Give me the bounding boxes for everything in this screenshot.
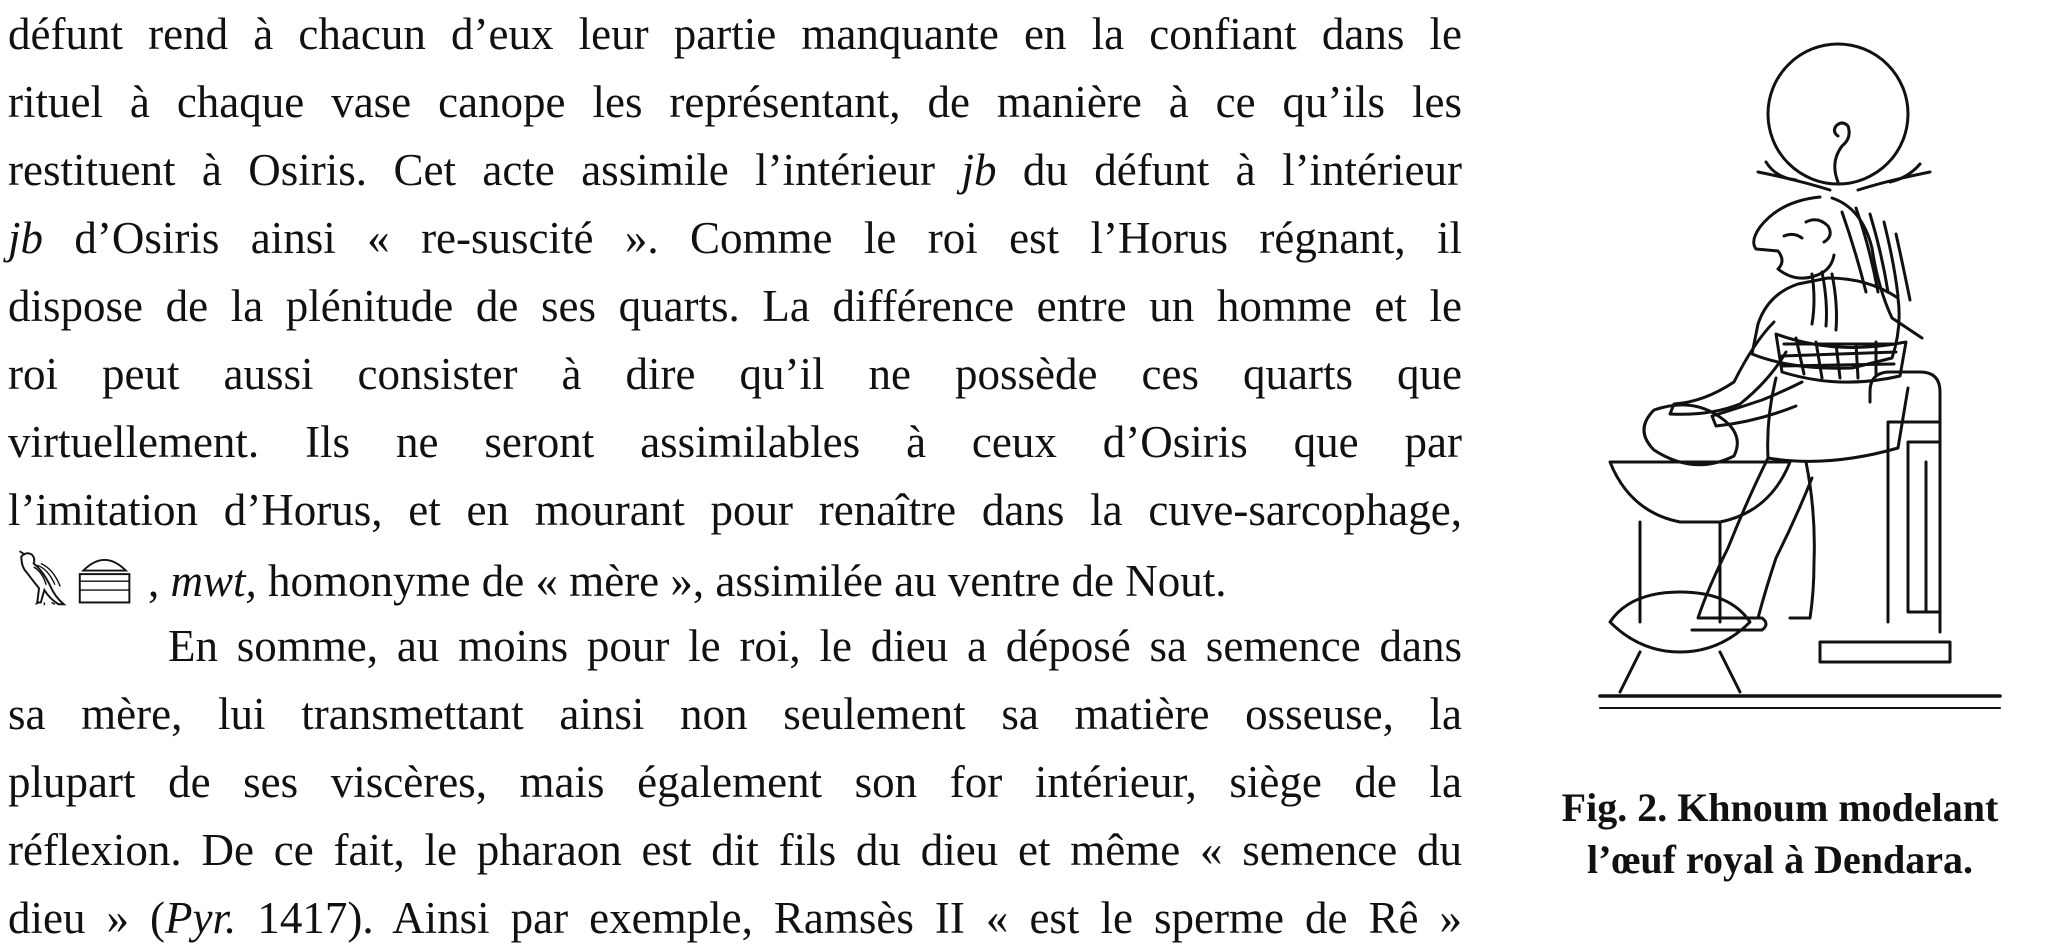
khnum-seated-illustration-icon [1570,22,2010,722]
text-line-4 [8,204,1462,272]
italic-term-jb: jb [8,213,44,263]
text-span: dieu » ( [8,893,166,943]
text-span: , [148,556,171,606]
text-span: l’imitation d’Horus, et en mourant pour renaître dans la cuve-sarcophage, [8,485,1462,535]
text-line-12 [8,748,1462,816]
text-span: d’Osiris ainsi « re-suscité ». Comme le roi est l’Horus régnant, il [43,213,1462,263]
text-line-14 [8,884,1462,952]
italic-ref-pyr: Pyr. [165,893,237,943]
text-line-3 [8,136,1462,204]
text-span: réflexion. De ce fait, le pharaon est dit fils du dieu et même « semence du [8,825,1462,875]
text-span: plupart de ses viscères, mais également son for intérieur, siège de la [8,757,1462,807]
caption-line-1: Fig. 2. Khnoum modelant [1561,785,1999,830]
text-span: défunt rend à chacun d’eux leur partie manquante en la confiant dans le [8,9,1462,59]
text-line-13 [8,816,1462,884]
italic-term-jb: jb [961,145,997,195]
text-span: 1417). Ainsi par exemple, Ramsès II « est le sperme de Rê » [236,893,1462,943]
text-line-2 [8,68,1462,136]
text-span: En somme, au moins pour le roi, le dieu a déposé sa semence dans [168,621,1462,671]
italic-term-mwt: mwt, [170,556,257,606]
text-span: dispose de la plénitude de ses quarts. La différence entre un homme et le [8,281,1462,331]
text-span: restituent à Osiris. Cet acte assimile l’intérieur [8,145,962,195]
vulture-and-bread-hieroglyph-icon [8,544,148,606]
text-span: sa mère, lui transmettant ainsi non seulement sa matière osseuse, la [8,689,1462,739]
text-span: homonyme de « mère », assimilée au ventre de Nout. [256,556,1227,606]
text-line-9 [8,544,1462,612]
text-line-8 [8,476,1462,544]
text-span: rituel à chaque vase canope les représentant, de manière à ce qu’ils les [8,77,1462,127]
text-line-1 [8,0,1462,68]
text-line-10 [8,612,1462,680]
text-line-5 [8,272,1462,340]
text-span: roi peut aussi consister à dire qu’il ne possède ces quarts que [8,349,1462,399]
text-line-7 [8,408,1462,476]
caption-line-2: l’œuf royal à Dendara. [1587,837,1973,882]
text-line-6 [8,340,1462,408]
figure-caption [1510,782,2048,886]
text-span: du défunt à l’intérieur [996,145,1462,195]
text-line-11 [8,680,1462,748]
text-span: virtuellement. Ils ne seront assimilables à ceux d’Osiris que par [8,417,1462,467]
